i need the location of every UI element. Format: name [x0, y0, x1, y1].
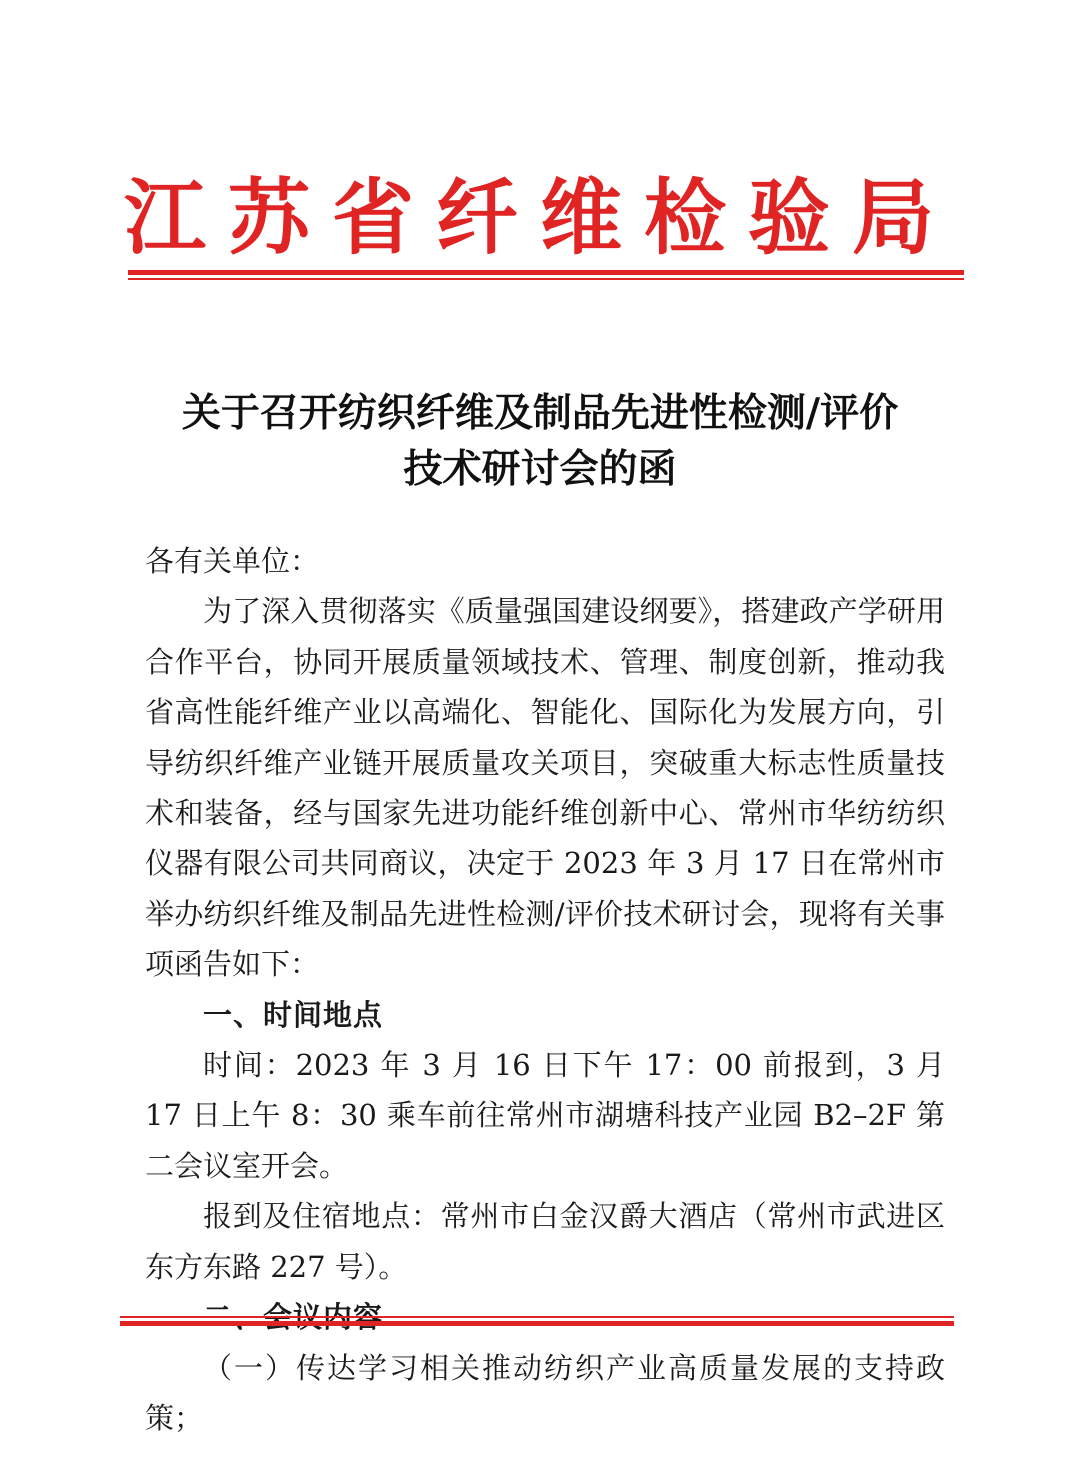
title-line-2: 技术研讨会的函 — [403, 446, 677, 492]
accommodation-paragraph: 报到及住宿地点：常州市白金汉爵大酒店（常州市武进区东方东路 227 号）。 — [145, 1199, 945, 1284]
content-item-1: （一）传达学习相关推动纺织产业高质量发展的支持政策； — [145, 1350, 945, 1435]
document-title — [0, 385, 1080, 497]
time-paragraph: 时间：2023 年 3 月 16 日下午 17：00 前报到，3 月 17 日上午 8：30 乘车前往常州市湖塘科技产业园 B2–2F 第二会议室开会。 — [145, 1048, 945, 1183]
intro-paragraph: 为了深入贯彻落实《质量强国建设纲要》，搭建政产学研用合作平台，协同开展质量领域技术、管理、制度创新，推动我省高性能纤维产业以高端化、智能化、国际化为发展方向，引导纺织纤维产业链开展质量攻关项目，突破重大标志性质量技术和装备，经与国家先进功能纤维创新中心、常州市华纺纺织仪器有限公司共同商议，决定于 2023 年 3 月 17 日在常州市举办纺织纤维及制品先进性检测/评价技术研讨会，现将有关事项函告如下： — [145, 594, 945, 982]
header-rule-thin — [128, 278, 964, 280]
header-rule-thick — [128, 270, 964, 275]
title-line-1: 关于召开纺织纤维及制品先进性检测/评价 — [181, 390, 899, 436]
document-body — [145, 536, 945, 1443]
footer-rule-thin — [120, 1316, 954, 1318]
organization-header: 江苏省纤维检验局 — [123, 170, 956, 266]
footer-rule-thick — [120, 1321, 954, 1326]
section-heading-time-place: 一、时间地点 — [203, 997, 384, 1032]
salutation: 各有关单位： — [145, 544, 320, 578]
